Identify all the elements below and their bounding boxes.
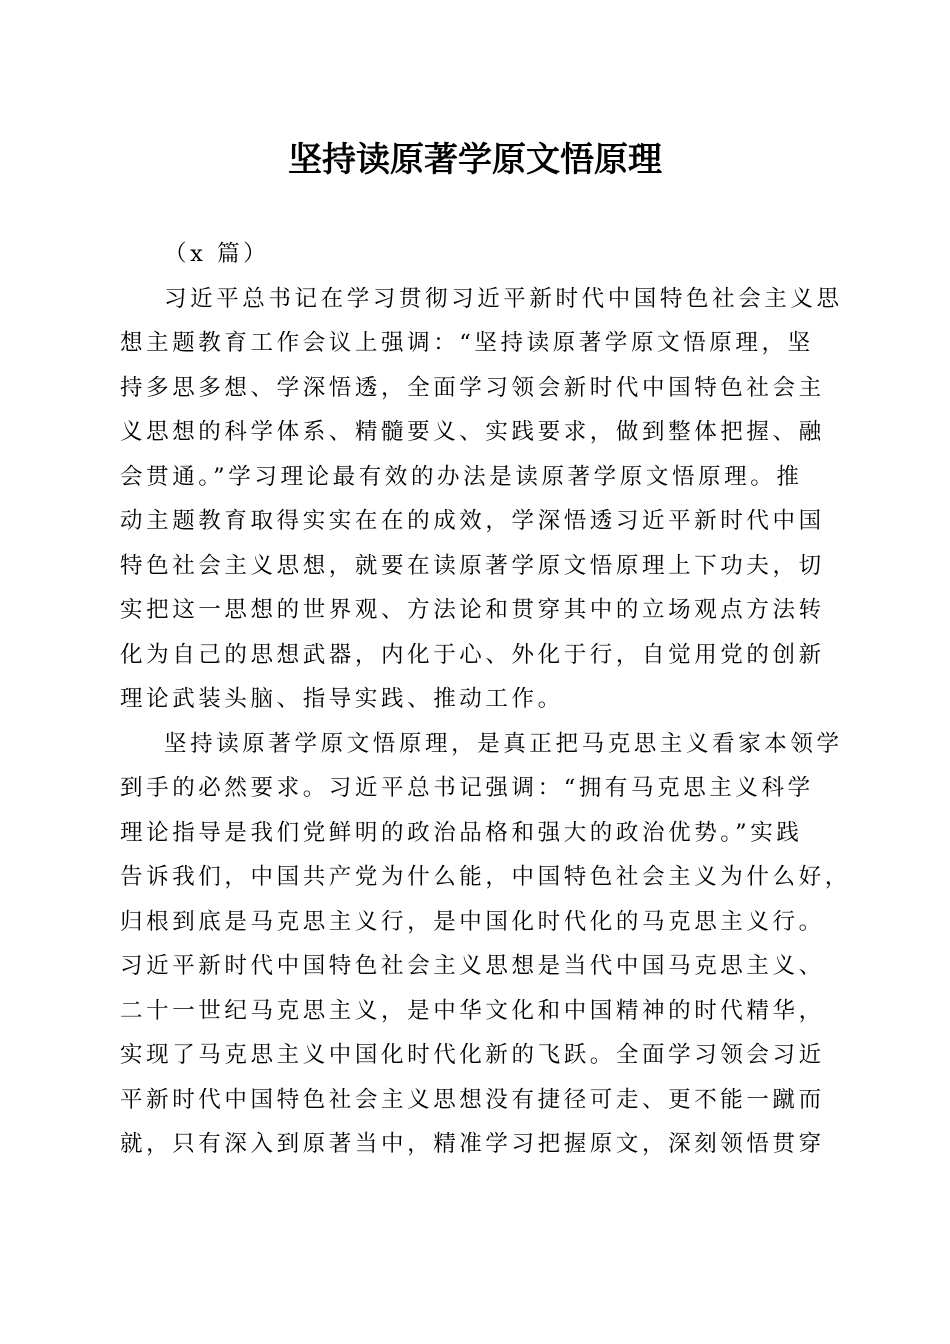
paragraph-line: 义思想的科学体系、精髓要义、实践要求，做到整体把握、融 — [120, 419, 825, 445]
paragraph-line: 就，只有深入到原著当中，精准学习把握原文，深刻领悟贯穿 — [120, 1131, 825, 1157]
document-title: 坚持读原著学原文悟原理 — [288, 140, 662, 180]
paragraph-line: 持多思多想、学深悟透，全面学习领会新时代中国特色社会主 — [120, 374, 825, 401]
paragraph-line: 化为自己的思想武器，内化于心、外化于行，自觉用党的创新 — [120, 641, 825, 668]
paragraph-line: 归根到底是马克思主义行，是中国化时代化的马克思主义行。 — [120, 908, 825, 935]
paragraph-1 — [120, 277, 843, 722]
paragraph-line: 会贯通。”学习理论最有效的办法是读原著学原文悟原理。推 — [120, 463, 803, 490]
paragraph-line: 坚持读原著学原文悟原理，是真正把马克思主义看家本领学 — [164, 730, 843, 757]
paragraph-line: 理论指导是我们党鲜明的政治品格和强大的政治优势。”实践 — [120, 819, 803, 846]
paragraph-line: 到手的必然要求。习近平总书记强调：“拥有马克思主义科学 — [120, 775, 814, 801]
subtitle: （x 篇） — [164, 241, 270, 267]
paragraph-line: 特色社会主义思想，就要在读原著学原文悟原理上下功夫，切 — [120, 552, 825, 579]
paragraph-line: 习近平新时代中国特色社会主义思想是当代中国马克思主义、 — [120, 953, 825, 979]
paragraph-line: 二十一世纪马克思主义，是中华文化和中国精神的时代精华， — [120, 997, 825, 1024]
paragraph-line: 告诉我们，中国共产党为什么能，中国特色社会主义为什么好， — [120, 864, 851, 890]
paragraph-line: 理论武装头脑、指导实践、推动工作。 — [120, 686, 564, 712]
paragraph-2 — [120, 722, 851, 1167]
paragraph-line: 实把这一思想的世界观、方法论和贯穿其中的立场观点方法转 — [120, 597, 825, 623]
paragraph-line: 想主题教育工作会议上强调：“坚持读原著学原文悟原理，坚 — [120, 330, 814, 356]
document-body — [120, 232, 851, 1167]
paragraph-line: 习近平总书记在学习贯彻习近平新时代中国特色社会主义思 — [164, 285, 843, 312]
paragraph-line: 实现了马克思主义中国化时代化新的飞跃。全面学习领会习近 — [120, 1042, 825, 1068]
paragraph-line: 平新时代中国特色社会主义思想没有捷径可走、更不能一蹴而 — [120, 1086, 825, 1113]
paragraph-line: 动主题教育取得实实在在的成效，学深悟透习近平新时代中国 — [120, 508, 825, 534]
